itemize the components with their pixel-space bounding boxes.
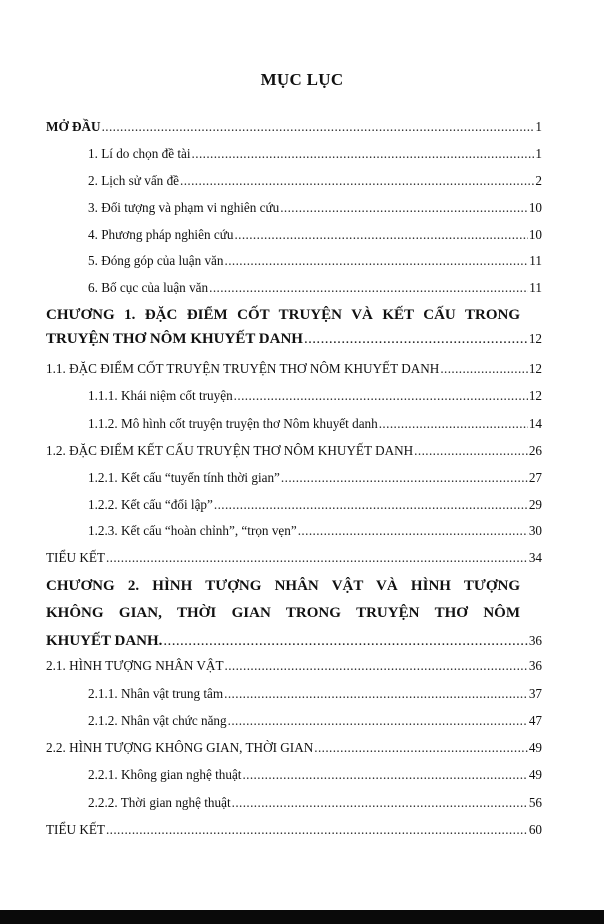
toc-page: 1 (535, 146, 542, 161)
toc-page: 49 (528, 740, 542, 755)
toc-entry[interactable] (88, 146, 542, 162)
toc-label: TIỂU KẾT (46, 822, 105, 837)
toc-page: 37 (528, 686, 542, 701)
toc-page: 36 (528, 633, 542, 648)
leader-dots (192, 146, 535, 162)
toc-page: 11 (529, 280, 542, 295)
toc-label: 2.2.2. Thời gian nghệ thuật (88, 795, 231, 810)
toc-label: 1. Lí do chọn đề tài (88, 146, 191, 161)
toc-label: 1.2.1. Kết cấu “tuyến tính thời gian” (88, 470, 280, 485)
toc-entry[interactable] (88, 713, 542, 729)
leader-dots (106, 822, 528, 838)
leader-dots (232, 795, 528, 811)
leader-dots (225, 658, 528, 674)
toc-page: 10 (528, 227, 542, 242)
toc-entry[interactable] (88, 497, 542, 513)
chapter-title-line: CHƯƠNG 1. ĐẶC ĐIỂM CỐT TRUYỆN VÀ KẾT CẤU TRONG (46, 307, 520, 323)
leader-dots (314, 740, 528, 756)
leader-dots (163, 628, 527, 655)
toc-page: 12 (528, 361, 542, 376)
toc-label: 1.2.2. Kết cấu “đối lập” (88, 497, 213, 512)
toc-label: 1.2. ĐẶC ĐIỂM KẾT CẤU TRUYỆN THƠ NÔM KHUYẾT DANH (46, 443, 414, 458)
toc-entry-section[interactable] (46, 658, 542, 674)
chapter-title-line: KHÔNG GIAN, THỜI GIAN TRONG TRUYỆN THƠ NÔM (46, 605, 520, 621)
toc-label: 6. Bố cục của luận văn (88, 280, 209, 295)
toc-label: 1.2.3. Kết cấu “hoàn chỉnh”, “trọn vẹn” (88, 523, 297, 538)
toc-label: 1.1.2. Mô hình cốt truyện truyện thơ Nôm khuyết danh (88, 416, 378, 431)
leader-dots (209, 280, 528, 296)
toc-entry[interactable] (88, 795, 542, 811)
toc-page: 60 (528, 822, 542, 837)
toc-entry[interactable] (88, 388, 542, 404)
toc-entry[interactable] (88, 173, 542, 189)
toc-label: KHUYẾT DANH. (46, 633, 163, 649)
leader-dots (242, 767, 527, 783)
leader-dots (102, 119, 535, 135)
toc-page: 2 (535, 173, 542, 188)
toc-entry[interactable] (88, 686, 542, 702)
toc-page: 14 (528, 416, 542, 431)
page-title: MỤC LỤC (260, 70, 344, 89)
leader-dots (414, 443, 528, 459)
toc-entry[interactable] (88, 227, 542, 243)
toc-label: 2.2. HÌNH TƯỢNG KHÔNG GIAN, THỜI GIAN (46, 740, 314, 755)
leader-dots (224, 686, 528, 702)
toc-page: 11 (529, 253, 542, 268)
toc-label: 5. Đóng góp của luận văn (88, 253, 224, 268)
toc-label: TIỂU KẾT (46, 550, 105, 565)
toc-label: 1.1.1. Khái niệm cốt truyện (88, 388, 233, 403)
toc-label: 2.1.1. Nhân vật trung tâm (88, 686, 224, 701)
leader-dots (214, 497, 528, 513)
leader-dots (234, 388, 528, 404)
toc-label: 2.1. HÌNH TƯỢNG NHÂN VẬT (46, 658, 224, 673)
toc-page: 1 (535, 119, 542, 134)
toc-page: 12 (528, 331, 542, 346)
toc-label: MỞ ĐẦU (46, 119, 101, 134)
toc-label: TRUYỆN THƠ NÔM KHUYẾT DANH (46, 331, 303, 347)
chapter-title-line: CHƯƠNG 2. HÌNH TƯỢNG NHÂN VẬT VÀ HÌNH TƯỢNG (46, 578, 520, 594)
leader-dots (304, 328, 528, 351)
bottom-edge-bar (0, 910, 604, 924)
leader-dots (225, 253, 529, 269)
toc-entry[interactable] (88, 470, 542, 486)
toc-page: 56 (528, 795, 542, 810)
toc-entry[interactable] (88, 253, 542, 269)
toc-label: 2.2.1. Không gian nghệ thuật (88, 767, 242, 782)
toc-entry[interactable] (88, 767, 542, 783)
toc-page: 47 (528, 713, 542, 728)
toc-entry[interactable] (88, 280, 542, 296)
toc-page: 10 (528, 200, 542, 215)
toc-entry-intro[interactable] (46, 119, 542, 135)
leader-dots (379, 416, 528, 432)
toc-label: 4. Phương pháp nghiên cứu (88, 227, 234, 242)
toc-entry-section[interactable] (46, 740, 542, 756)
toc-page: 30 (528, 523, 542, 538)
toc-page: 29 (528, 497, 542, 512)
toc-page: 49 (528, 767, 542, 782)
toc-entry-chapter-2[interactable] (46, 573, 542, 655)
toc-entry-summary[interactable] (46, 550, 542, 566)
toc-page: 26 (528, 443, 542, 458)
leader-dots (440, 361, 528, 377)
leader-dots (234, 227, 527, 243)
leader-dots (280, 200, 528, 216)
toc-entry-section[interactable] (46, 361, 542, 377)
toc-entry[interactable] (88, 523, 542, 539)
toc-entry[interactable] (88, 416, 542, 432)
toc-entry-chapter-1[interactable] (46, 304, 542, 351)
toc-page: 36 (528, 658, 542, 673)
leader-dots (298, 523, 528, 539)
leader-dots (281, 470, 528, 486)
leader-dots (106, 550, 528, 566)
toc-page: 27 (528, 470, 542, 485)
toc-entry[interactable] (88, 200, 542, 216)
toc-label: 3. Đối tượng và phạm vi nghiên cứu (88, 200, 280, 215)
toc-entry-section[interactable] (46, 443, 542, 459)
toc-label: 1.1. ĐẶC ĐIỂM CỐT TRUYỆN TRUYỆN THƠ NÔM KHUYẾT DANH (46, 361, 440, 376)
toc-page: 12 (528, 388, 542, 403)
toc-entry-summary[interactable] (46, 822, 542, 838)
toc-page: 34 (528, 550, 542, 565)
toc-label: 2.1.2. Nhân vật chức năng (88, 713, 227, 728)
leader-dots (180, 173, 534, 189)
leader-dots (228, 713, 528, 729)
toc-label: 2. Lịch sử vấn đề (88, 173, 180, 188)
